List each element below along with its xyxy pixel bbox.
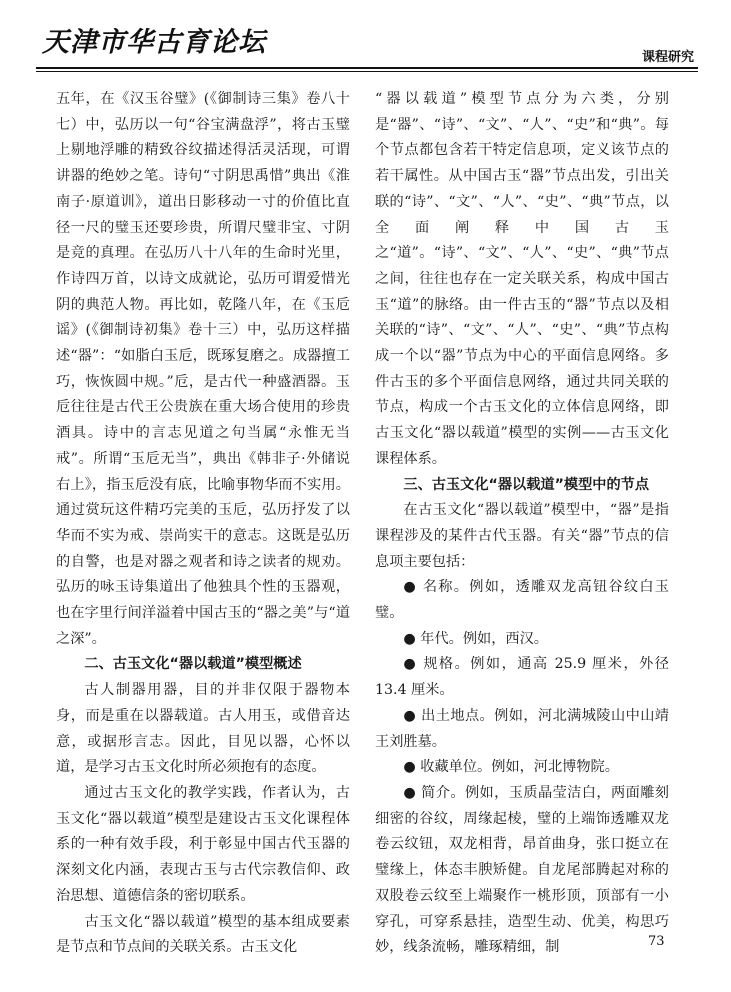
section-heading: 二、古玉文化“器以载道”模型概述 bbox=[84, 656, 302, 673]
header-rule-thin bbox=[36, 71, 698, 72]
page-number: 73 bbox=[648, 934, 665, 949]
section-label: 课程研究 bbox=[641, 50, 694, 65]
paragraph: 五年，在《汉玉谷璧》(《御制诗三集》卷八十七）中，弘历以一句“谷宝满盘浮”，将古玉璧上剔地浮雕的精致谷纹描述得活灵活现，可谓讲器的绝妙之笔。诗句“寸阴思禹惜”典出《淮南子·原道训》，道出日影移动一寸的价值比直径一尺的璧玉还要珍贵，所谓尺璧非宝、寸阴是竞的真理。在弘历八十八年的生命时光里，作诗四万首，以诗文成就论，弘历可谓爱惜光阴的典范人物。再比如，乾隆八年，在《玉卮谣》(《御制诗初集》卷十三）中，弘历这样描述“器”：“如脂白玉卮，既琢复磨之。成器擅工巧，恢恢圆中规。”卮，是古代一种盛酒器。玉卮往往是古代王公贵族在重大场合使用的珍贵酒具。诗中的言志见道之句当属“永惟无当戒”。所谓“玉卮无当”，典出《韩非子·外储说右上》，指玉卮没有底，比喻事物华而不实用。通过赏玩这件精巧完美的玉卮，弘历抒发了以华而不实为戒、崇尚实干的意志。这既是弘历的自警，也是对器之观者和诗之读者的规劝。弘历的咏玉诗集道出了他独具个性的玉器观，也在字里行间洋溢着中国古玉的“器之美”与“道之深”。 bbox=[56, 91, 350, 647]
section-heading: 三、古玉文化“器以载道”模型中的节点 bbox=[403, 476, 650, 493]
journal-masthead: 天津市华古育论坛 bbox=[42, 27, 266, 58]
paragraph: 在古玉文化“器以载道”模型中，“器”是指课程涉及的某件古代玉器。有关“器”节点的信息项主要包括： bbox=[375, 502, 669, 570]
paragraph: 古人制器用器，目的并非仅限于器物本身，而是重在以器载道。古人用玉，或借音达意，或据形言志。因此，目见以器，心怀以道，是学习古玉文化时所必须抱有的态度。 bbox=[56, 682, 350, 776]
header-rule-thick bbox=[36, 67, 698, 69]
paragraph: 古玉文化“器以载道”模型的基本组成要素是节点和节点间的关联关系。古玉文化 bbox=[56, 913, 350, 956]
right-column bbox=[375, 87, 669, 961]
bullet-item: ● 简介。例如，玉质晶莹洁白，两面雕刻细密的谷纹，周缘起棱，璧的上端饰透雕双龙卷云纹钮，双龙相背，昂首曲身，张口挺立在璧缘上，体态丰腴矫健。自龙尾部腾起对称的双股卷云纹至上端聚作一桃形顶，顶部有一小穿孔，可穿系悬挂，造型生动、优美，构思巧妙，线条流畅，雕琢精细，制 bbox=[375, 781, 669, 961]
paragraph: “器以载道”模型节点分为六类，分别是“器”、“诗”、“文”、“人”、“史”和“典”。每个节点都包含若干特定信息项，定义该节点的若干属性。从中国古玉“器”节点出发，引出关联的“诗”、“文”、“人”、“史”、“典”节点，以全面阐释中国古玉之“道”。“诗”、“文”、“人”、“史”、“典”节点之间，往往也存在一定关联关系，构成中国古玉“道”的脉络。由一件古玉的“器”节点以及相关联的“诗”、“文”、“人”、“史”、“典”节点构成一个以“器”节点为中心的平面信息网络。多件古玉的多个平面信息网络，通过共同关联的节点，构成一个古玉文化的立体信息网络，即古玉文化“器以载道”模型的实例——古玉文化课程体系。 bbox=[375, 91, 669, 467]
paragraph: 通过古玉文化的教学实践，作者认为，古玉文化“器以载道”模型是建设古玉文化课程体系的一种有效手段，利于彰显中国古代玉器的深刻文化内涵，表现古玉与古代宗教信仰、政治思想、道德信条的密切联系。 bbox=[56, 784, 350, 904]
left-column bbox=[56, 87, 350, 961]
bullet-item: ● 规格。例如，通高 25.9 厘米，外径 13.4 厘米。 bbox=[375, 652, 669, 703]
page-header bbox=[36, 16, 698, 65]
bullet-item: ● 收藏单位。例如，河北博物院。 bbox=[375, 755, 669, 781]
bullet-item: ● 年代。例如，西汉。 bbox=[375, 627, 669, 653]
bullet-item: ● 出土地点。例如，河北满城陵山中山靖王刘胜墓。 bbox=[375, 704, 669, 755]
bullet-item: ● 名称。例如，透雕双龙高钮谷纹白玉璧。 bbox=[375, 575, 669, 626]
